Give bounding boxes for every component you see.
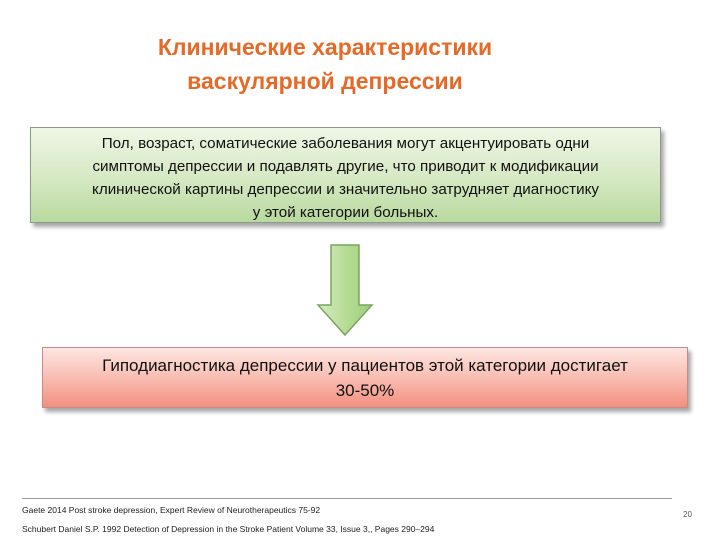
title-line-1: Клинические характеристики — [157, 34, 493, 60]
box-text-line: у этой категории больных. — [252, 204, 439, 221]
clinical-modification-box — [30, 127, 661, 223]
box-text-line: Пол, возраст, соматические заболевания могут акцентуировать одни — [101, 135, 590, 152]
box-text-line: 30-50% — [335, 381, 395, 400]
slide-title — [100, 30, 550, 98]
underdiagnosis-box — [42, 347, 688, 408]
page-number: 20 — [683, 510, 692, 519]
reference-2: Schubert Daniel S.P. 1992 Detection of Depression in the Stroke Patient Volume 33, Issue 3,, Pages 290–294 — [22, 524, 435, 534]
title-line-2: васкулярной депрессии — [187, 68, 463, 94]
box-text-line: Гиподиагностика депрессии у пациентов этой категории достигает — [102, 356, 628, 375]
box-text-line: симптомы депрессии и подавлять другие, что приводит к модификации — [92, 158, 599, 175]
reference-1: Gaete 2014 Post stroke depression, Expert Review of Neurotherapeutics 75-92 — [22, 505, 321, 515]
footer-divider — [22, 498, 672, 499]
down-arrow-icon — [315, 243, 375, 338]
box-text-line: клинической картины депрессии и значительно затрудняет диагностику — [92, 181, 599, 198]
